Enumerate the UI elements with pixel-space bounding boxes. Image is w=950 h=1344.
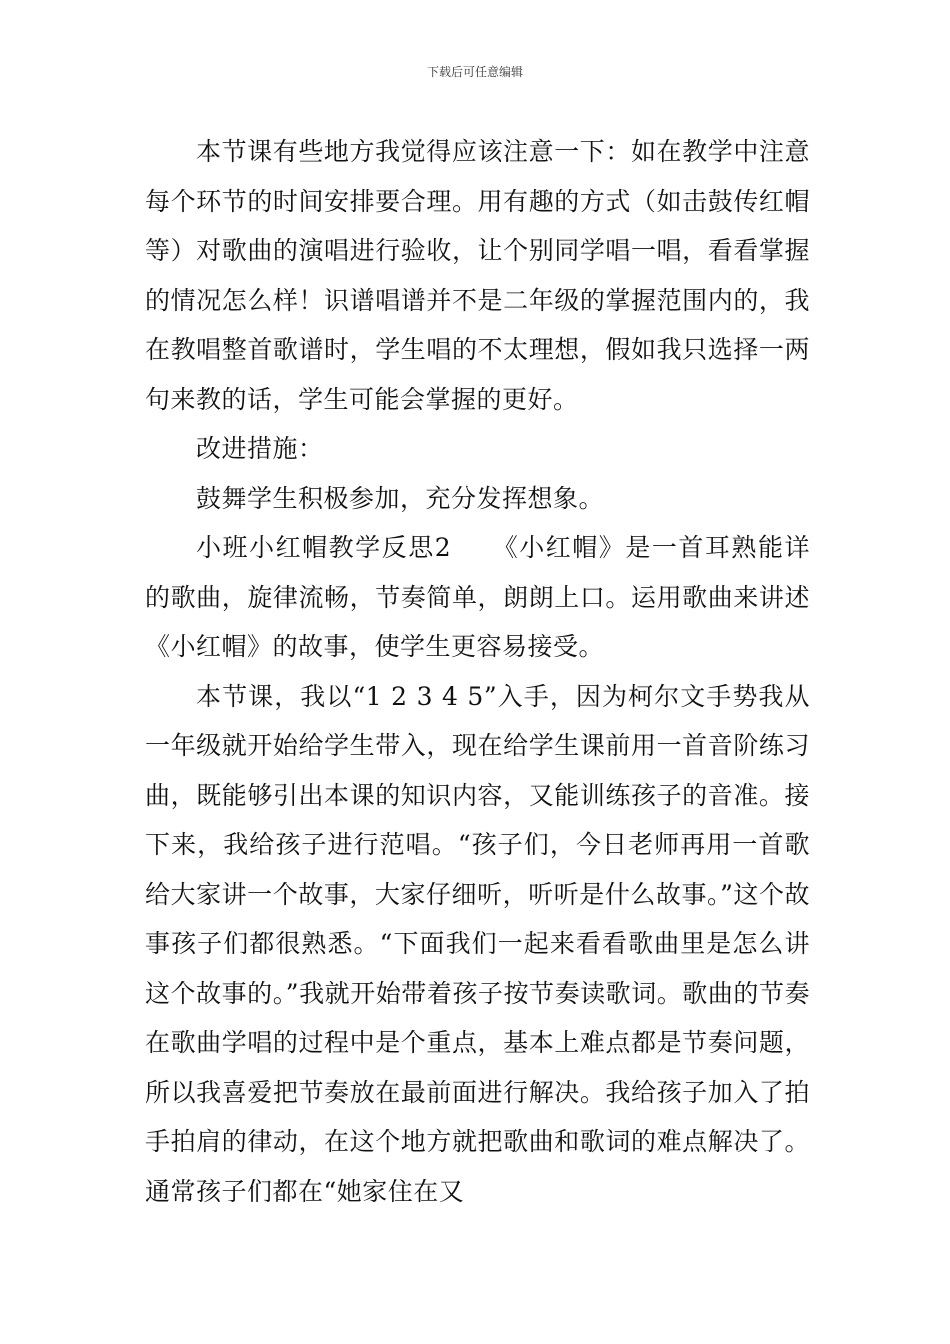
document-body [145,127,810,1216]
paragraph-reflection: 本节课有些地方我觉得应该注意一下：如在教学中注意每个环节的时间安排要合理。用有趣的方式（如击鼓传红帽等）对歌曲的演唱进行验收，让个别同学唱一唱，看看掌握的情况怎么样！识谱唱谱并不是二年级的掌握范围内的，我在教唱整首歌谱时，学生唱的不太理想，假如我只选择一两句来教的话，学生可能会掌握的更好。 [145,137,810,414]
paragraph-lesson-process: 本节课，我以“1 2 3 4 5”入手，因为柯尔文手势我从一年级就开始给学生带入，现在给学生课前用一首音阶练习曲，既能够引出本课的知识内容，又能训练孩子的音准。接下来，我给孩子进行范唱。“孩子们，今日老师再用一首歌给大家讲一个故事，大家仔细听，听听是什么故事。”这个故事孩子们都很熟悉。“下面我们一起来看看歌曲里是怎么讲这个故事的。”我就开始带着孩子按节奏读歌词。歌曲的节奏在歌曲学唱的过程中是个重点，基本上难点都是节奏问题，所以我喜爱把节奏放在最前面进行解决。我给孩子加入了拍手拍肩的律动，在这个地方就把歌曲和歌词的难点解决了。通常孩子们都在“她家住在又 [145,681,810,1206]
page-header: 下载后可任意编辑 [426,65,523,79]
paragraph-improvement-heading: 改进措施： [196,434,324,463]
paragraph-section-2-intro: 小班小红帽教学反思2 《小红帽》是一首耳熟能详的歌曲，旋律流畅，节奏简单，朗朗上口。运用歌曲来讲述《小红帽》的故事，使学生更容易接受。 [145,533,810,661]
paragraph-improvement-text: 鼓舞学生积极参加，充分发挥想象。 [196,483,605,513]
